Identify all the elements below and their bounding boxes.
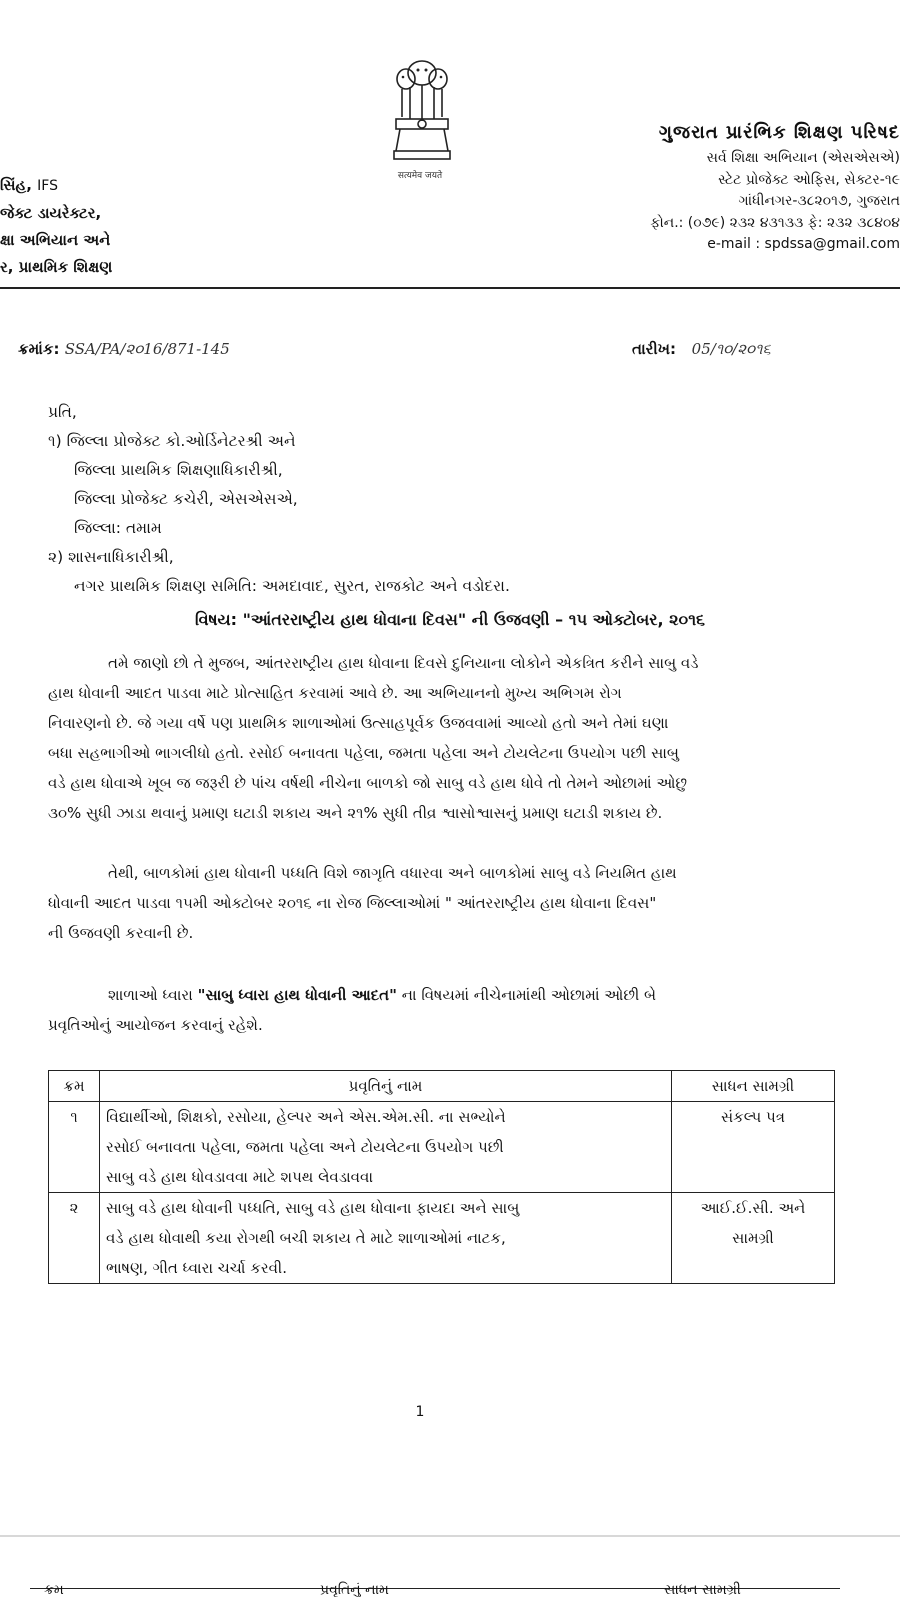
next-page-header-serial: ક્રમ (44, 1582, 64, 1598)
paragraph-2-line: ધોવાની આદત પાડવા ૧૫મી ઓક્ટોબર ૨૦૧૬ ના રોજ જિલ્લાઓમાં " આંતરરાષ્ટ્રીય હાથ ધોવાના દિવસ" (48, 894, 657, 912)
header-material: સાધન સામગ્રી (672, 1071, 835, 1102)
table-header-row (49, 1071, 835, 1102)
date-label: તારીખ: (632, 340, 676, 358)
paragraph-3-intro: શાળાઓ ધ્વારા (108, 986, 193, 1004)
organization-line-2: સ્ટેટ પ્રોજેક્ટ ઓફિસ, સેક્ટર-૧૯ (718, 171, 900, 188)
next-page (0, 1535, 900, 1602)
reference-label: ક્રમાંક: (18, 340, 60, 358)
activity-line: સાબુ વડે હાથ ધોવડાવવા માટે શપથ લેવડાવવા (106, 1168, 374, 1186)
paragraph-1-line: હાથ ધોવાની આદત પાડવા માટે પ્રોત્સાહિત કરવામાં આવે છે. આ અભિયાનનો મુખ્ય અભિગમ રોગ (48, 684, 622, 702)
row-serial: ૧ (49, 1102, 100, 1193)
row-material (672, 1102, 835, 1193)
next-page-header-material: સાધન સામગ્રી (664, 1582, 741, 1598)
addressee-2-line-1: ૨) શાસનાધિકારીશ્રી, (48, 548, 174, 566)
header-activity: પ્રવૃતિનું નામ (100, 1071, 672, 1102)
emblem-motto: सत्यमेव जयते (397, 171, 443, 181)
paragraph-1-line: વડે હાથ ધોવાએ ખૂબ જ જરૂરી છે પાંચ વર્ષથી નીચેના બાળકો જો સાબુ વડે હાથ ધોવે તો તેમને ઓછામાં ઓછુ (48, 774, 688, 792)
officer-line-3: ક્ષા અભિયાન અને (0, 231, 111, 249)
addressee-to: પ્રતિ, (48, 403, 77, 421)
material-line: સામગ્રી (732, 1229, 774, 1247)
addressee-1-line-2: જિલ્લા પ્રાથમિક શિક્ષણાધિકારીશ્રી, (74, 461, 283, 479)
row-serial: ૨ (49, 1193, 100, 1284)
row-material (672, 1193, 835, 1284)
table-row (49, 1102, 835, 1193)
officer-name: સિંહ, (0, 176, 32, 194)
paragraph-1-line: નિવારણનો છે. જે ગયા વર્ષે પણ પ્રાથમિક શાળાઓમાં ઉત્સાહપૂર્વક ઉજવવામાં આવ્યો હતો અને તેમાં ઘણા (48, 714, 669, 732)
activity-line: વડે હાથ ધોવાથી કયા રોગથી બચી શકાય તે માટે શાળાઓમાં નાટક, (106, 1229, 506, 1247)
addressee-2-line-2: નગર પ્રાથમિક શિક્ષણ સમિતિ: અમદાવાદ, સુરત, રાજકોટ અને વડોદરા. (74, 577, 510, 595)
organization-line-1: સર્વ શિક્ષા અભિયાન (એસએસએ) (706, 150, 900, 166)
paragraph-2-line: ની ઉજવણી કરવાની છે. (48, 924, 194, 942)
date-value: 05/૧૦/૨૦૧૬ (691, 340, 771, 358)
activity-line: ભાષણ, ગીત ધ્વારા ચર્ચા કરવી. (106, 1259, 287, 1277)
state-emblem-icon (388, 55, 456, 165)
activity-line: વિદ્યાર્થીઓ, શિક્ષકો, રસોયા, હેલ્પર અને એસ.એમ.સી. ના સભ્યોને (106, 1108, 506, 1126)
next-page-header-activity: પ્રવૃતિનું નામ (320, 1582, 389, 1598)
paragraph-3-line-2: પ્રવૃતિઓનું આયોજન કરવાનું રહેશે. (48, 1016, 263, 1034)
officer-block (0, 172, 112, 281)
reference-value: SSA/PA/૨૦16/871-145 (64, 340, 230, 358)
organization-line-3: ગાંધીનગર-૩૮૨૦૧૭, ગુજરાત (738, 193, 900, 209)
organization-phone: ફોન.: (૦૭૯) ૨૩૨ ૪૩૧૩૩ ફે: ૨૩૨ ૩૮૪૦૪ (650, 214, 900, 231)
row-activity (100, 1193, 672, 1284)
reference-number (18, 340, 230, 358)
officer-suffix: IFS (37, 178, 58, 194)
table-row (49, 1193, 835, 1284)
row-activity (100, 1102, 672, 1193)
letter-date (632, 340, 771, 358)
paragraph-3-emphasis: "સાબુ ધ્વારા હાથ ધોવાની આદત" (197, 986, 397, 1004)
activity-line: રસોઈ બનાવતા પહેલા, જમતા પહેલા અને ટોયલેટના ઉપયોગ પછી (106, 1138, 504, 1156)
organization-title: ગુજરાત પ્રારંભિક શિક્ષણ પરિષદ (658, 122, 900, 143)
addressee-1-line-3: જિલ્લા પ્રોજેક્ટ કચેરી, એસએસએ, (74, 490, 298, 508)
paragraph-3 (48, 980, 860, 1040)
officer-line-4: ર, પ્રાથમિક શિક્ષણ (0, 258, 113, 276)
activities-table (48, 1070, 835, 1284)
header-serial: ક્રમ (49, 1071, 100, 1102)
paragraph-2 (48, 858, 860, 948)
page-number: 1 (415, 1404, 425, 1420)
paragraph-1 (48, 648, 860, 828)
addressee-1-line-4: જિલ્લા: તમામ (74, 519, 162, 537)
subject-line: વિષય: "આંતરરાષ્ટ્રીય હાથ ધોવાના દિવસ" ની ઉજવણી – ૧૫ ઓક્ટોબર, ૨૦૧૬ (195, 610, 705, 629)
paragraph-3-rest: ના વિષયમાં નીચેનામાંથી ઓછામાં ઓછી બે (401, 986, 657, 1004)
officer-line-2: જેક્ટ ડાયરેક્ટર, (0, 204, 102, 222)
addressee-block (48, 398, 510, 601)
header-divider (0, 287, 900, 289)
paragraph-2-line: તેથી, બાળકોમાં હાથ ધોવાની પધ્ધતિ વિશે જાગૃતિ વધારવા અને બાળકોમાં સાબુ વડે નિયમિત હાથ (108, 864, 677, 882)
organization-email: e-mail : spdssa@gmail.com (707, 236, 900, 252)
addressee-1-line-1: ૧) જિલ્લા પ્રોજેક્ટ કો.ઓર્ડિનેટરશ્રી અને (48, 432, 296, 450)
organization-block (650, 118, 900, 256)
material-line: આઈ.ઈ.સી. અને (700, 1199, 806, 1217)
paragraph-1-line: તમે જાણો છો તે મુજબ, આંતરરાષ્ટ્રીય હાથ ધોવાના દિવસે દુનિયાના લોકોને એકત્રિત કરીને સાબુ વડે (108, 654, 699, 672)
paragraph-1-line: ૩૦% સુધી ઝાડા થવાનું પ્રમાણ ઘટાડી શકાય અને ૨૧% સુધી તીવ્ર શ્વાસોશ્વાસનું પ્રમાણ ઘટાડી શકાય છે. (48, 804, 663, 822)
activity-line: સાબુ વડે હાથ ધોવાની પધ્ધતિ, સાબુ વડે હાથ ધોવાના ફાયદા અને સાબુ (106, 1199, 520, 1217)
paragraph-1-line: બધા સહભાગીઓ ભાગલીધો હતો. રસોઈ બનાવતા પહેલા, જમતા પહેલા અને ટોયલેટના ઉપયોગ પછી સાબુ (48, 744, 679, 762)
material-line: સંકલ્પ પત્ર (720, 1108, 785, 1126)
